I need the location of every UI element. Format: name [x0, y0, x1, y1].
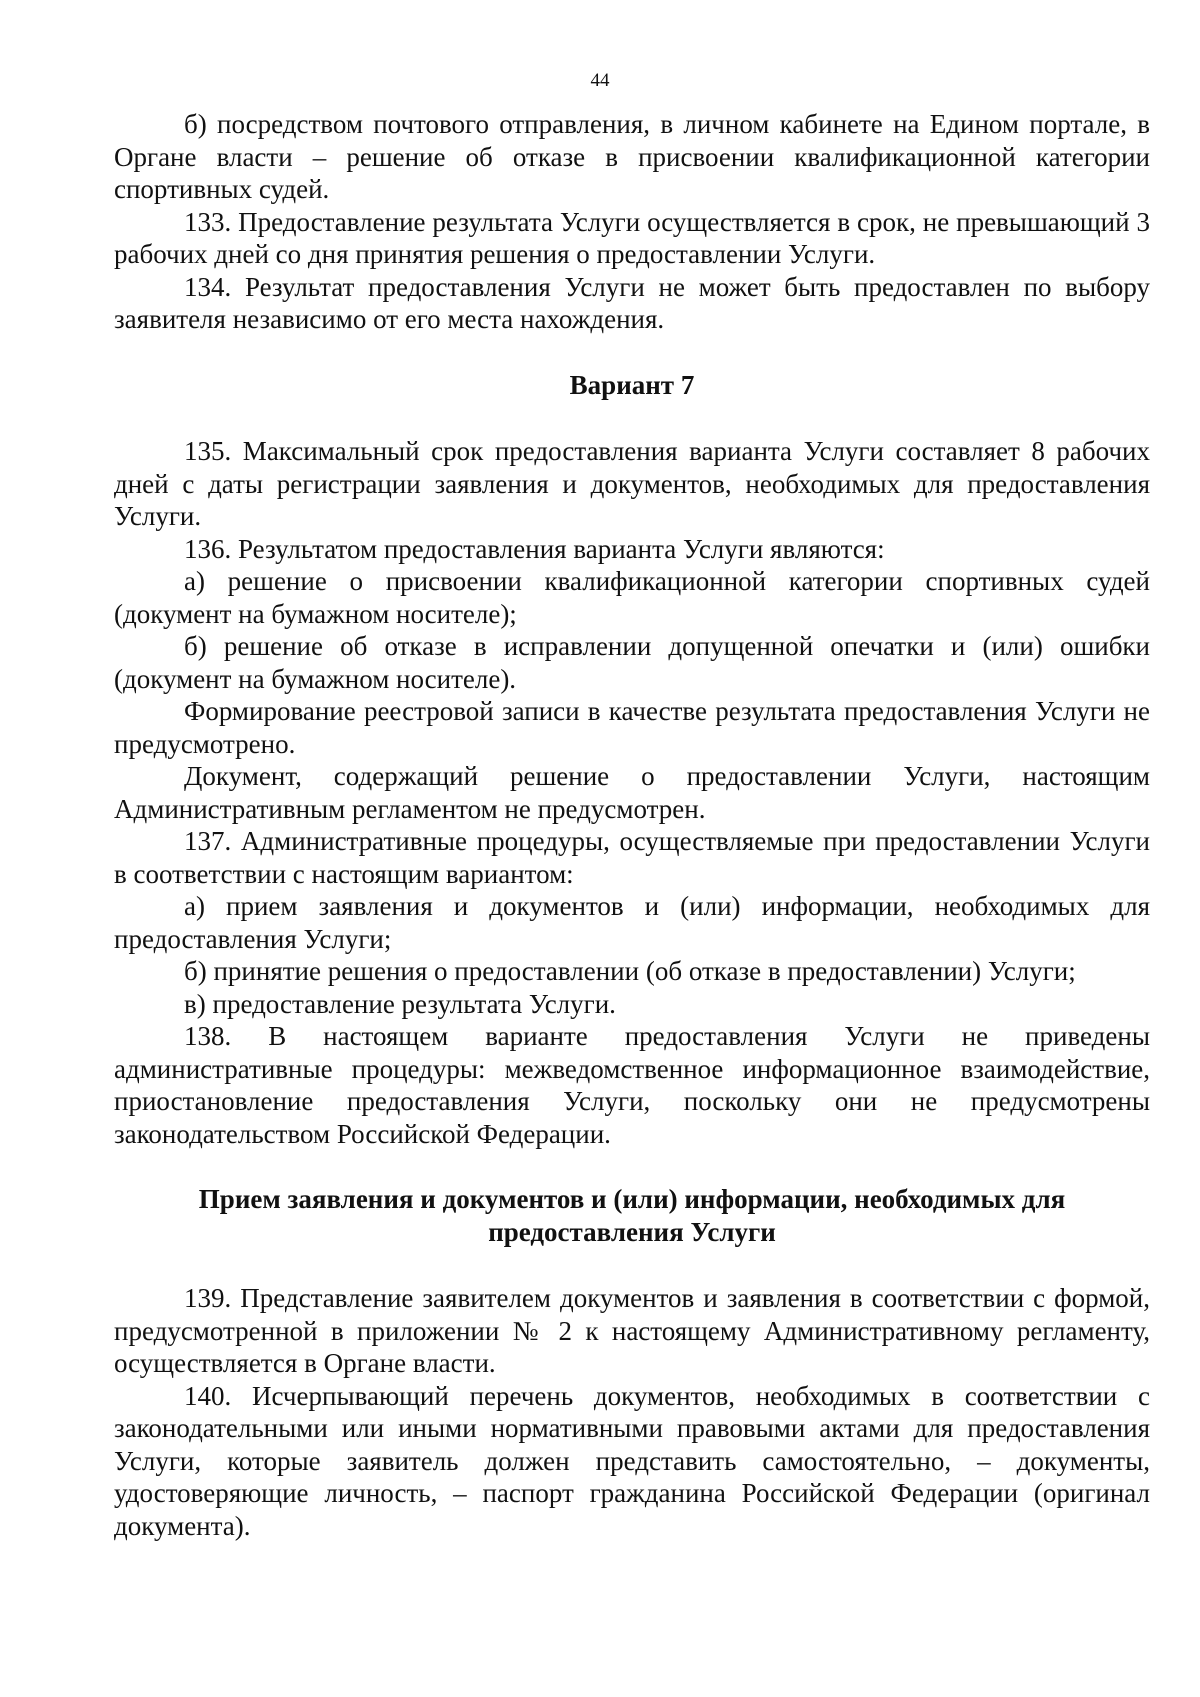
spacer: [114, 1248, 1150, 1282]
paragraph-139: 139. Представление заявителем документов и заявления в соответствии с формой, предусмотренной в приложении № 2 к настоящему Административному регламенту, осуществляется в Органе власти.: [114, 1283, 1150, 1378]
page-number: 44: [590, 70, 610, 91]
paragraph-decision-document: Документ, содержащий решение о предоставлении Услуги, настоящим Административным регламентом не предусмотрен.: [114, 761, 1150, 824]
paragraph-135: 135. Максимальный срок предоставления варианта Услуги составляет 8 рабочих дней с даты регистрации заявления и документов, необходимых для предоставления Услуги.: [114, 436, 1150, 531]
paragraph-140: 140. Исчерпывающий перечень документов, необходимых в соответствии с законодательными или иными нормативными правовыми актами для предоставления Услуги, которые заявитель должен представить самостоятельно, – документы, удостоверяющие личность, – паспорт гражданина Российской Федерации (оригинал документа).: [114, 1380, 1150, 1541]
paragraph-136-a: а) решение о присвоении квалификационной категории спортивных судей (документ на бумажном носителе);: [114, 566, 1150, 629]
paragraph-136: 136. Результатом предоставления варианта Услуги являются:: [184, 533, 885, 564]
section-heading-variant-7: Вариант 7: [569, 369, 695, 400]
paragraph-136-b: б) решение об отказе в исправлении допущенной опечатки и (или) ошибки (документ на бумажном носителе).: [114, 631, 1150, 694]
paragraph-134: 134. Результат предоставления Услуги не может быть предоставлен по выбору заявителя независимо от его места нахождения.: [114, 271, 1150, 334]
paragraph-133: 133. Предоставление результата Услуги осуществляется в срок, не превышающий 3 рабочих дней со дня принятия решения о предоставлении Услуги.: [114, 206, 1150, 269]
paragraph-137-a: а) прием заявления и документов и (или) информации, необходимых для предоставления Услуги;: [114, 891, 1150, 954]
spacer: [114, 401, 1150, 435]
spacer: [114, 336, 1150, 369]
paragraph-137-c: в) предоставление результата Услуги.: [184, 988, 616, 1019]
paragraph-registry-record: Формирование реестровой записи в качестве результата предоставления Услуги не предусмотрено.: [114, 696, 1150, 759]
document-body: [114, 108, 1150, 1542]
paragraph-138: 138. В настоящем варианте предоставления Услуги не приведены административные процедуры: межведомственное информационное взаимодействие, приостановление предоставления Услуги, поскольку они не предусмотрены законодательством Российской Федерации.: [114, 1021, 1150, 1149]
spacer: [114, 1150, 1150, 1183]
section-heading-application-intake: Прием заявления и документов и (или) информации, необходимых для предоставления Услуги: [198, 1184, 1066, 1247]
paragraph-137: 137. Административные процедуры, осуществляемые при предоставлении Услуги в соответствии с настоящим вариантом:: [114, 826, 1150, 889]
paragraph-result-delivery-b: б) посредством почтового отправления, в личном кабинете на Едином портале, в Органе власти – решение об отказе в присвоении квалификационной категории спортивных судей.: [114, 109, 1150, 204]
paragraph-137-b: б) принятие решения о предоставлении (об отказе в предоставлении) Услуги;: [184, 956, 1076, 986]
